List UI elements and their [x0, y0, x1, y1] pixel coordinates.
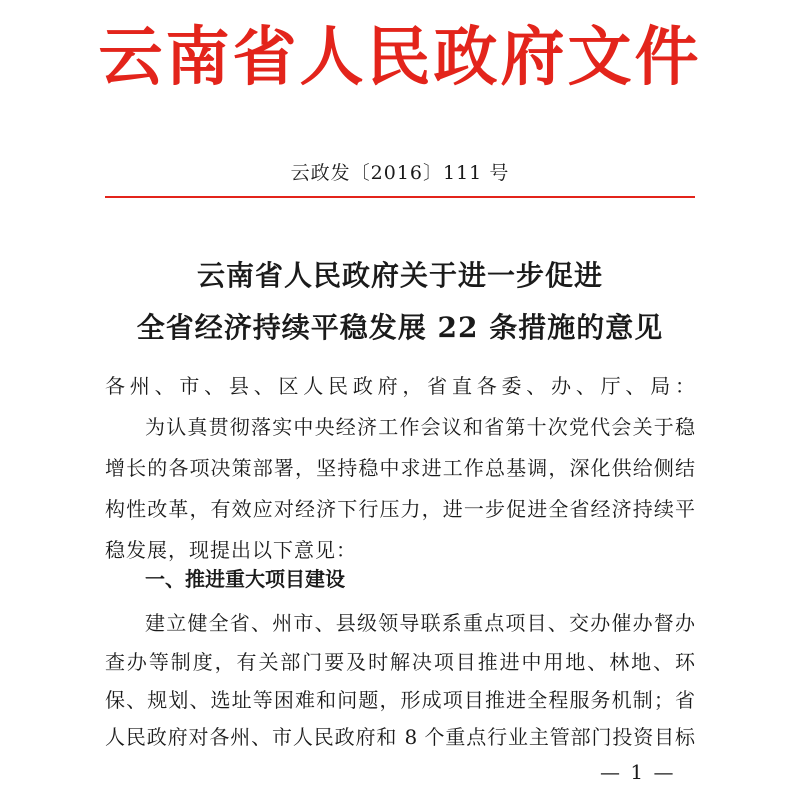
- section-paragraph-line: 建立健全省、州市、县级领导联系重点项目、交办催办督办: [145, 611, 695, 635]
- salutation: 各州、市、县、区人民政府，省直各委、办、厅、局：: [105, 374, 695, 398]
- red-divider-line: [105, 196, 695, 198]
- section-paragraph-line: 保、规划、选址等困难和问题，形成项目推进全程服务机制；省: [105, 688, 695, 712]
- intro-paragraph-line: 稳发展，现提出以下意见：: [105, 538, 357, 562]
- section-paragraph-line: 人民政府对各州、市人民政府和 8 个重点行业主管部门投资目标: [105, 725, 695, 749]
- section-paragraph-line: 查办等制度，有关部门要及时解决项目推进中用地、林地、环: [105, 650, 695, 674]
- section-heading: 一、推进重大项目建设: [145, 567, 345, 591]
- document-masthead: 云南省人民政府文件: [98, 20, 702, 95]
- document-title-line-2: 全省经济持续平稳发展 22 条措施的意见: [136, 311, 664, 344]
- intro-paragraph-line: 构性改革，有效应对经济下行压力，进一步促进全省经济持续平: [105, 497, 695, 521]
- intro-paragraph-line: 为认真贯彻落实中央经济工作会议和省第十次党代会关于稳: [145, 415, 695, 439]
- page-number: — 1 —: [600, 760, 676, 784]
- intro-paragraph-line: 增长的各项决策部署，坚持稳中求进工作总基调，深化供给侧结: [105, 456, 695, 480]
- document-number: 云政发〔2016〕111 号: [290, 162, 510, 184]
- document-title-line-1: 云南省人民政府关于进一步促进: [196, 259, 603, 292]
